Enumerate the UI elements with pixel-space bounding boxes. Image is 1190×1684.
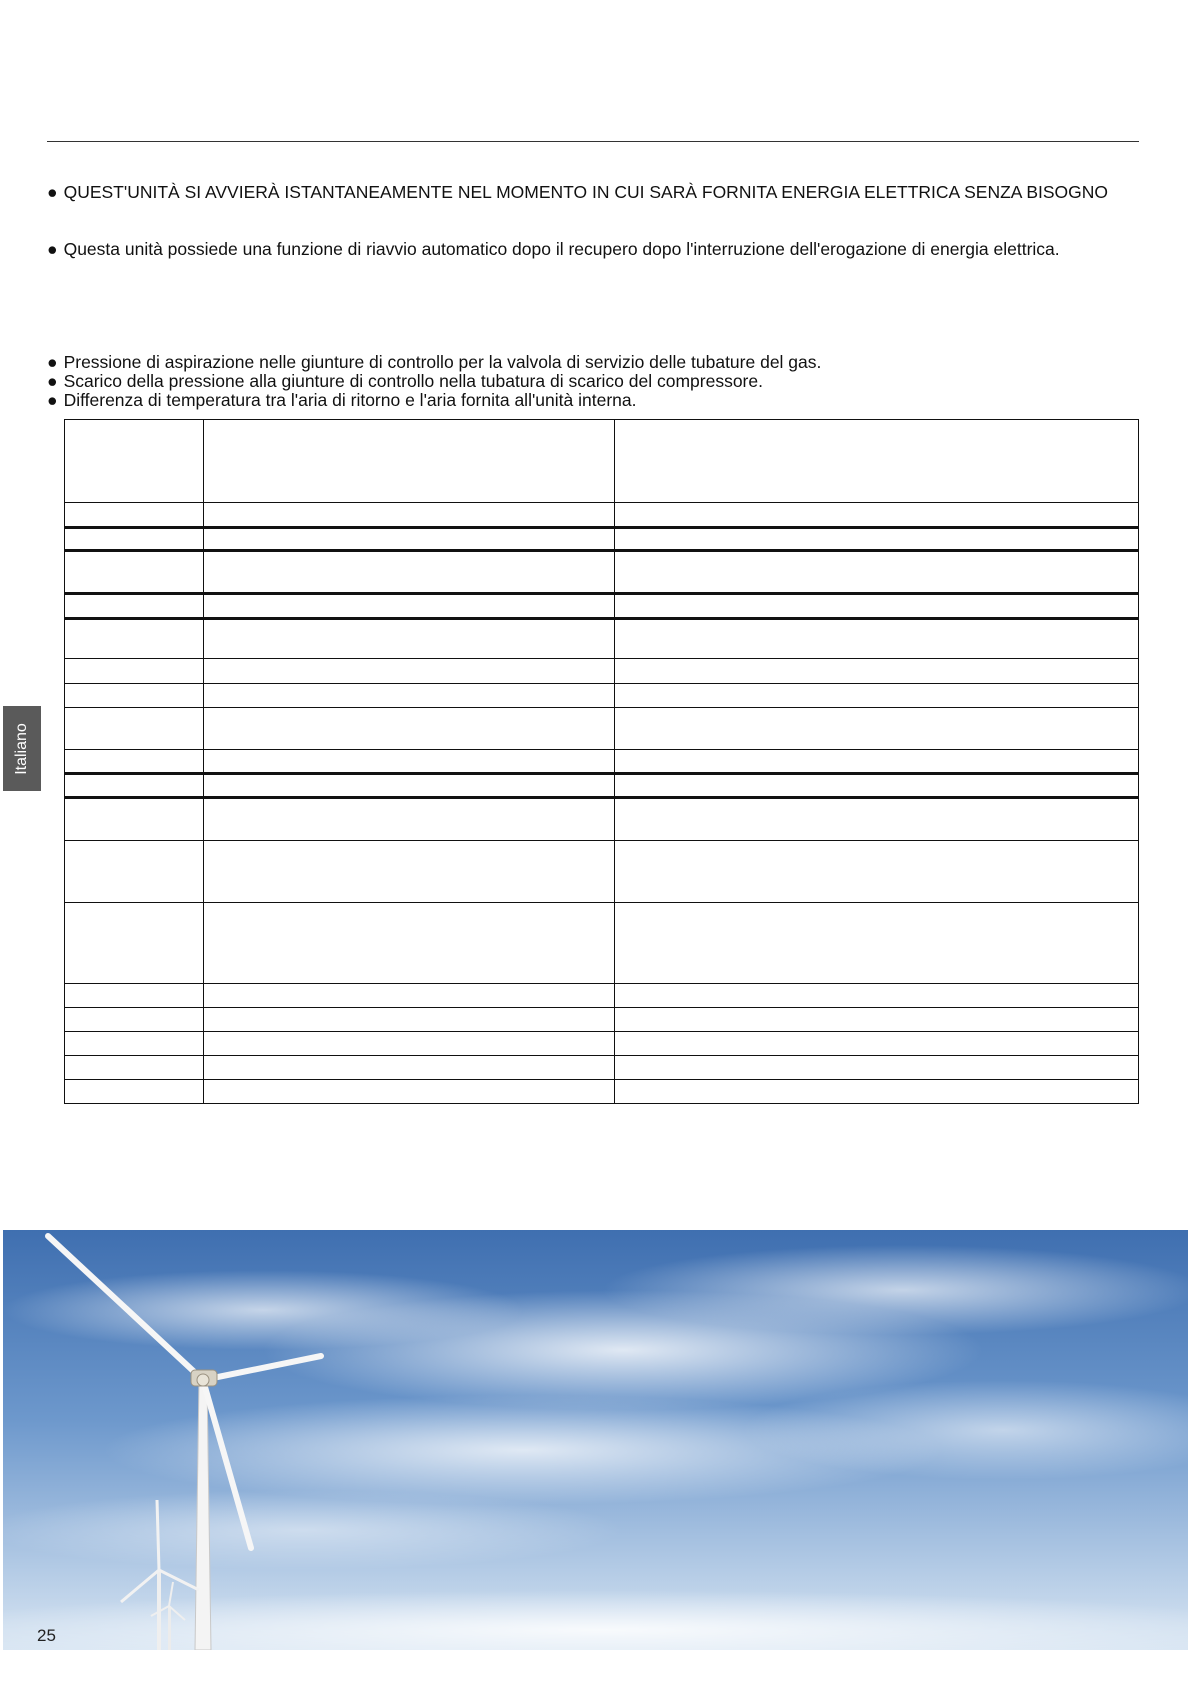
table-row bbox=[65, 551, 1139, 594]
wind-turbine-illustration bbox=[3, 1230, 1188, 1650]
header-divider bbox=[47, 141, 1139, 142]
table-row bbox=[65, 594, 1139, 619]
wind-turbine-photo bbox=[3, 1230, 1188, 1650]
table-row bbox=[65, 1080, 1139, 1104]
language-tab-label: Italiano bbox=[13, 722, 30, 775]
bullet-icon: ● bbox=[47, 390, 58, 410]
bullet-icon: ● bbox=[47, 352, 58, 372]
check-item: ● Differenza di temperatura tra l'aria di ritorno e l'aria fornita all'unità interna. bbox=[47, 390, 637, 410]
table-row bbox=[65, 750, 1139, 774]
check-item: ● Scarico della pressione alla giunture di controllo nella tubatura di scarico del compressore. bbox=[47, 371, 763, 391]
bullet-icon: ● bbox=[47, 239, 58, 259]
table-row bbox=[65, 1032, 1139, 1056]
check-item: ● Pressione di aspirazione nelle giunture di controllo per la valvola di servizio delle tubature del gas. bbox=[47, 352, 822, 372]
cloud bbox=[3, 1490, 623, 1570]
table-row bbox=[65, 503, 1139, 528]
language-tab bbox=[3, 706, 41, 791]
table-row bbox=[65, 1056, 1139, 1080]
cloud bbox=[603, 1245, 1188, 1335]
table-row bbox=[65, 684, 1139, 708]
bullet-icon: ● bbox=[47, 371, 58, 391]
table-row bbox=[65, 984, 1139, 1008]
troubleshooting-table bbox=[64, 419, 1139, 1104]
table-row bbox=[65, 619, 1139, 659]
table-row bbox=[65, 774, 1139, 798]
notice-auto-start: ● QUEST'UNITÀ SI AVVIERÀ ISTANTANEAMENTE NEL MOMENTO IN CUI SARÀ FORNITA ENERGIA ELETTRICA SENZA BISOGNO bbox=[47, 182, 1109, 202]
cloud-bank bbox=[3, 1590, 1188, 1650]
table-row bbox=[65, 841, 1139, 903]
table-row bbox=[65, 708, 1139, 750]
table-row bbox=[65, 659, 1139, 684]
table-header-row bbox=[65, 420, 1139, 503]
table-row bbox=[65, 903, 1139, 984]
bullet-icon: ● bbox=[47, 182, 58, 202]
table-row bbox=[65, 798, 1139, 841]
notice-auto-restart: ● Questa unità possiede una funzione di riavvio automatico dopo il recupero dopo l'interruzione dell'erogazione di energia elettrica. bbox=[47, 239, 1060, 259]
table-row bbox=[65, 528, 1139, 551]
table-row bbox=[65, 1008, 1139, 1032]
page-number: 25 bbox=[37, 1626, 56, 1645]
